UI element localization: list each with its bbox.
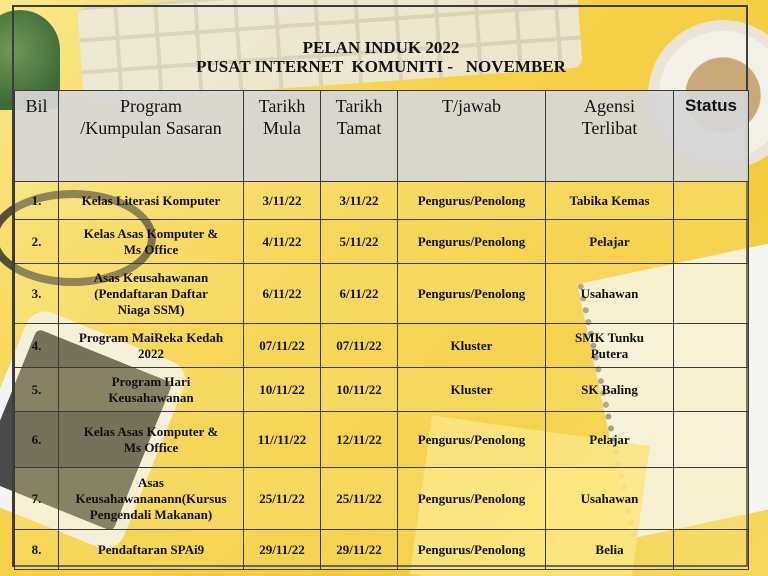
cell-tarikh-mula: 10/11/22 <box>244 368 321 412</box>
cell-status <box>674 264 749 324</box>
cell-tjawab: Pengurus/Penolong <box>398 220 546 264</box>
cell-status <box>674 220 749 264</box>
cell-tarikh-tamat: 6/11/22 <box>321 264 398 324</box>
cell-tjawab: Pengurus/Penolong <box>398 412 546 468</box>
cell-tarikh-tamat: 25/11/22 <box>321 468 398 530</box>
cell-tarikh-mula: 4/11/22 <box>244 220 321 264</box>
cell-bil: 5. <box>15 368 59 412</box>
cell-tjawab: Pengurus/Penolong <box>398 264 546 324</box>
cell-status <box>674 468 749 530</box>
cell-program: Asas Keusahawananann(Kursus Pengendali Makanan) <box>59 468 244 530</box>
cell-agensi: SK Baling <box>546 368 674 412</box>
header-status: Status <box>674 91 749 182</box>
slide-title <box>14 38 748 76</box>
cell-tarikh-mula: 07/11/22 <box>244 324 321 368</box>
cell-tjawab: Kluster <box>398 324 546 368</box>
title-line-2: PUSAT INTERNET KOMUNITI - NOVEMBER <box>196 57 566 76</box>
cell-agensi: Usahawan <box>546 264 674 324</box>
cell-tarikh-tamat: 10/11/22 <box>321 368 398 412</box>
cell-tarikh-mula: 25/11/22 <box>244 468 321 530</box>
cell-agensi: Usahawan <box>546 468 674 530</box>
table-row <box>15 264 749 324</box>
cell-program: Asas Keusahawanan (Pendaftaran Daftar Niaga SSM) <box>59 264 244 324</box>
header-agensi: Agensi Terlibat <box>546 91 674 182</box>
cell-program: Program Hari Keusahawanan <box>59 368 244 412</box>
cell-agensi: Pelajar <box>546 220 674 264</box>
cell-tarikh-tamat: 3/11/22 <box>321 182 398 220</box>
table-header-row <box>15 91 749 182</box>
cell-program: Kelas Asas Komputer & Ms Office <box>59 220 244 264</box>
cell-program: Program MaiReka Kedah 2022 <box>59 324 244 368</box>
cell-agensi: Tabika Kemas <box>546 182 674 220</box>
header-program: Program /Kumpulan Sasaran <box>59 91 244 182</box>
cell-tarikh-tamat: 07/11/22 <box>321 324 398 368</box>
table-row <box>15 412 749 468</box>
table-row <box>15 530 749 570</box>
cell-tarikh-mula: 6/11/22 <box>244 264 321 324</box>
cell-tjawab: Pengurus/Penolong <box>398 530 546 570</box>
cell-tarikh-tamat: 5/11/22 <box>321 220 398 264</box>
cell-tarikh-mula: 29/11/22 <box>244 530 321 570</box>
cell-agensi: SMK Tunku Putera <box>546 324 674 368</box>
table-row <box>15 220 749 264</box>
cell-bil: 4. <box>15 324 59 368</box>
header-tjawab: T/jawab <box>398 91 546 182</box>
cell-tarikh-mula: 11//11/22 <box>244 412 321 468</box>
cell-tarikh-mula: 3/11/22 <box>244 182 321 220</box>
table-row <box>15 368 749 412</box>
cell-tarikh-tamat: 29/11/22 <box>321 530 398 570</box>
cell-status <box>674 368 749 412</box>
cell-agensi: Pelajar <box>546 412 674 468</box>
cell-status <box>674 324 749 368</box>
cell-bil: 1. <box>15 182 59 220</box>
cell-tjawab: Pengurus/Penolong <box>398 468 546 530</box>
cell-bil: 6. <box>15 412 59 468</box>
cell-agensi: Belia <box>546 530 674 570</box>
cell-status <box>674 182 749 220</box>
cell-bil: 7. <box>15 468 59 530</box>
cell-bil: 8. <box>15 530 59 570</box>
cell-tjawab: Kluster <box>398 368 546 412</box>
plan-table <box>14 90 749 570</box>
cell-status <box>674 412 749 468</box>
cell-program: Pendaftaran SPAi9 <box>59 530 244 570</box>
title-line-1: PELAN INDUK 2022 <box>302 38 460 57</box>
cell-bil: 3. <box>15 264 59 324</box>
cell-tjawab: Pengurus/Penolong <box>398 182 546 220</box>
cell-status <box>674 530 749 570</box>
cell-bil: 2. <box>15 220 59 264</box>
cell-program: Kelas Asas Komputer & Ms Office <box>59 412 244 468</box>
header-bil: Bil <box>15 91 59 182</box>
table-row <box>15 468 749 530</box>
header-tarikh-tamat: Tarikh Tamat <box>321 91 398 182</box>
cell-program: Kelas Literasi Komputer <box>59 182 244 220</box>
header-tarikh-mula: Tarikh Mula <box>244 91 321 182</box>
table-row <box>15 324 749 368</box>
cell-tarikh-tamat: 12/11/22 <box>321 412 398 468</box>
table-row <box>15 182 749 220</box>
